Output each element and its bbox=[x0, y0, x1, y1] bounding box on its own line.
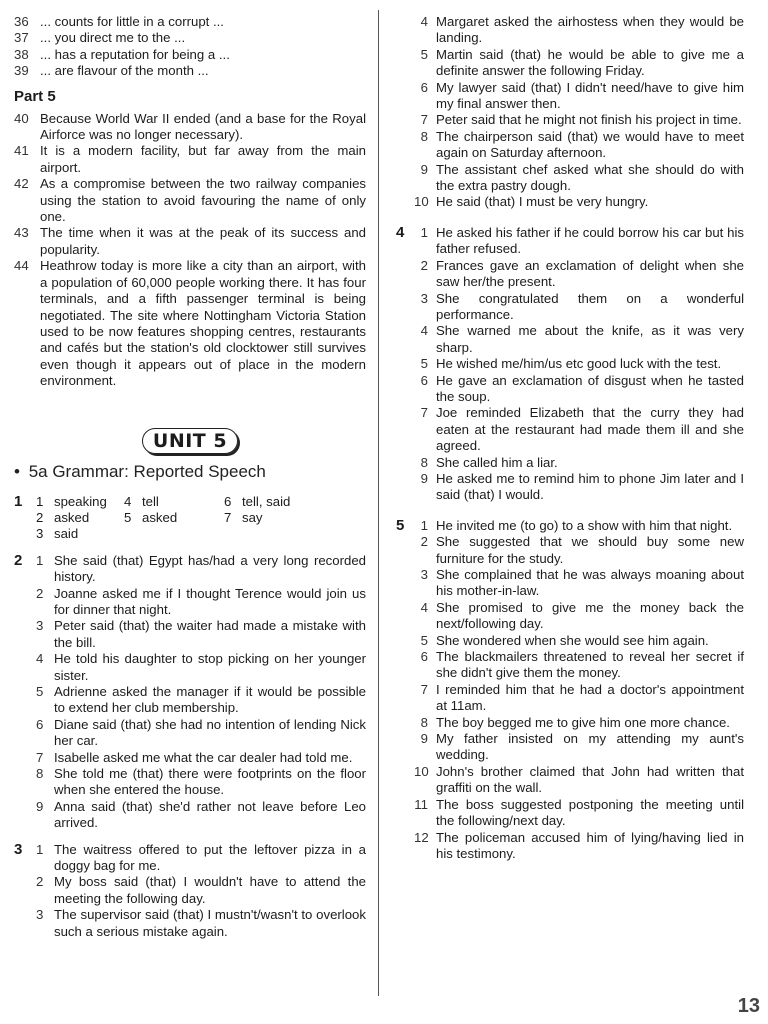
answer-number: 9 bbox=[420, 161, 428, 177]
answer-text: He told his daughter to stop picking on her younger sister. bbox=[54, 651, 366, 683]
unit-badge: UNIT 5 bbox=[142, 428, 238, 454]
answer-item bbox=[414, 291, 744, 324]
answer-number: 5 bbox=[36, 684, 44, 699]
answer-text: As a compromise between the two railway companies using the station to avoid favouring the name of only one. bbox=[40, 176, 366, 225]
column-divider bbox=[378, 10, 379, 996]
answer-item bbox=[14, 225, 366, 258]
answer-item bbox=[414, 225, 744, 258]
answer-item bbox=[414, 731, 744, 764]
answer-item bbox=[414, 373, 744, 406]
left-column bbox=[14, 14, 366, 948]
answer-item bbox=[36, 907, 366, 940]
answer-item bbox=[14, 30, 366, 46]
answer-number: 37 bbox=[14, 30, 29, 46]
answer-number: 7 bbox=[420, 112, 428, 128]
answer-number: 8 bbox=[420, 454, 428, 470]
answer-number bbox=[124, 526, 142, 542]
answer-text: He asked his father if he could borrow his car but his father refused. bbox=[436, 224, 744, 257]
part4-answers bbox=[14, 14, 366, 80]
exercise-number: 3 bbox=[14, 840, 23, 858]
answer-text: He invited me (to go) to a show with him that night. bbox=[436, 517, 733, 533]
answer-number: 6 bbox=[420, 372, 428, 388]
answer-number: 5 bbox=[420, 356, 428, 372]
section-title-text: 5a Grammar: Reported Speech bbox=[28, 461, 266, 481]
answer-text: My boss said (that) I wouldn't have to attend the meeting the following day. bbox=[54, 874, 366, 906]
answer-text: Joe reminded Elizabeth that the curry they had eaten at the restaurant had made them ill and she agreed. bbox=[436, 405, 744, 454]
answer-item bbox=[14, 63, 366, 79]
answer-item bbox=[414, 356, 744, 372]
answer-text: asked bbox=[54, 509, 90, 525]
answer-item bbox=[414, 682, 744, 715]
answer-number: 9 bbox=[420, 731, 428, 747]
exercise-1-answers bbox=[36, 494, 366, 543]
exercise-number: 2 bbox=[14, 551, 23, 569]
answer-text: The chairperson said (that) we would have to meet again on Saturday afternoon. bbox=[436, 128, 744, 161]
answer-item bbox=[36, 766, 366, 799]
answer-text: Heathrow today is more like a city than an airport, with a population of 60,000 people working there. It has four terminals, and a fifth passenger terminal is being negotiated. The site where Nottingham Victoria Station used to be now features shopping centres, restaurants and cafés but the station's old clocktower still survives even though it appears out of place in the modern environment. bbox=[40, 258, 366, 389]
answer-number: 11 bbox=[414, 796, 428, 812]
answer-text: The waitress offered to put the leftover pizza in a doggy bag for me. bbox=[54, 841, 366, 874]
unit-badge-wrap bbox=[14, 428, 366, 454]
answer-text: Margaret asked the airhostess when they would be landing. bbox=[436, 14, 744, 46]
answer-text: The supervisor said (that) I mustn't/wasn't to overlook such a serious mistake again. bbox=[54, 907, 366, 939]
answer-item bbox=[414, 258, 744, 291]
answer-text: Anna said (that) she'd rather not leave before Leo arrived. bbox=[54, 798, 366, 831]
exercise-number: 5 bbox=[396, 516, 405, 534]
answer-item bbox=[414, 633, 744, 649]
answer-item bbox=[414, 764, 744, 797]
answer-text: Martin said (that) he would be able to give me a definite answer the following Friday. bbox=[436, 46, 744, 79]
answer-text: It is a modern facility, but far away from the main airport. bbox=[40, 143, 366, 175]
exercise-4-answers bbox=[414, 225, 744, 504]
right-column bbox=[396, 14, 744, 870]
answer-number: 2 bbox=[36, 509, 44, 525]
answer-number: 1 bbox=[36, 552, 44, 568]
answer-item bbox=[14, 258, 366, 389]
answer-item bbox=[414, 112, 744, 128]
answer-number: 3 bbox=[420, 290, 428, 306]
exercise-5 bbox=[396, 518, 744, 863]
answer-number: 7 bbox=[224, 509, 232, 525]
answer-text: My lawyer said (that) I didn't need/have to give him my final answer then. bbox=[436, 79, 744, 112]
answer-number: 3 bbox=[420, 567, 428, 582]
exercise-5-answers bbox=[414, 518, 744, 863]
answer-text: He said (that) I must be very hungry. bbox=[436, 194, 649, 210]
answer-text: She told me (that) there were footprints on the floor when she entered the house. bbox=[54, 766, 366, 798]
answer-text: She called him a liar. bbox=[436, 454, 558, 470]
answer-text: speaking bbox=[54, 493, 107, 509]
answer-number: 10 bbox=[414, 763, 429, 779]
answer-item bbox=[414, 162, 744, 195]
bullet-icon: • bbox=[14, 461, 20, 481]
answer-number: 4 bbox=[124, 493, 132, 509]
answer-number: 8 bbox=[36, 766, 44, 782]
answer-text: ... you direct me to the ... bbox=[40, 30, 186, 46]
answer-text: said bbox=[54, 526, 79, 542]
answer-number: 2 bbox=[420, 534, 428, 550]
answer-text: Adrienne asked the manager if it would be possible to extend her club membership. bbox=[54, 684, 366, 716]
answer-item bbox=[414, 405, 744, 454]
answer-number: 6 bbox=[36, 716, 44, 732]
answer-item bbox=[414, 649, 744, 682]
exercise-number: 4 bbox=[396, 223, 405, 241]
exercise-3-answers-continued bbox=[414, 14, 744, 211]
exercise-3-answers bbox=[36, 842, 366, 940]
answer-number: 9 bbox=[420, 470, 428, 486]
answer-text: tell, said bbox=[242, 493, 291, 509]
exercise-4 bbox=[396, 225, 744, 504]
part5-heading: Part 5 bbox=[14, 87, 56, 105]
answer-text: Frances gave an exclamation of delight when she saw her/the present. bbox=[436, 257, 744, 290]
exercise-1 bbox=[14, 494, 366, 543]
answer-number: 1 bbox=[36, 841, 44, 857]
answer-number: 42 bbox=[14, 176, 29, 192]
answer-item bbox=[414, 600, 744, 633]
answer-text: She said (that) Egypt has/had a very long recorded history. bbox=[54, 552, 366, 585]
answer-number: 43 bbox=[14, 225, 29, 241]
answer-number: 39 bbox=[14, 63, 29, 79]
exercise-2-answers bbox=[36, 553, 366, 832]
answer-text: He asked me to remind him to phone Jim later and I said (that) I would. bbox=[436, 470, 744, 503]
answer-number: 7 bbox=[420, 405, 428, 421]
answer-item bbox=[36, 750, 366, 766]
answer-number: 40 bbox=[14, 110, 29, 126]
answer-text: She promised to give me the money back the next/following day. bbox=[436, 599, 744, 632]
answer-text: say bbox=[242, 509, 263, 525]
part5-answers bbox=[14, 111, 366, 390]
answer-number: 1 bbox=[420, 517, 428, 533]
answer-number: 8 bbox=[420, 714, 428, 730]
exercise-2 bbox=[14, 553, 366, 832]
answer-item bbox=[14, 14, 366, 30]
answer-number: 7 bbox=[420, 681, 428, 697]
answer-text: He gave an exclamation of disgust when he tasted the soup. bbox=[436, 372, 744, 404]
answer-number: 3 bbox=[36, 526, 44, 542]
answer-item bbox=[14, 111, 366, 144]
answer-number: 7 bbox=[36, 749, 44, 765]
answer-item bbox=[414, 715, 744, 731]
answer-item bbox=[414, 471, 744, 504]
answer-item bbox=[414, 455, 744, 471]
answer-item bbox=[414, 830, 744, 863]
answer-text: She suggested that we should buy some new furniture for the study. bbox=[436, 534, 744, 566]
answer-item bbox=[414, 534, 744, 567]
answer-number: 3 bbox=[36, 907, 44, 923]
answer-number: 4 bbox=[420, 599, 428, 615]
answer-text: ... counts for little in a corrupt ... bbox=[40, 14, 224, 29]
answer-number: 10 bbox=[414, 194, 429, 210]
answer-text: Because World War II ended (and a base for the Royal Airforce was no longer necessary). bbox=[40, 110, 366, 143]
answer-item bbox=[414, 129, 744, 162]
answer-item bbox=[14, 176, 366, 225]
exercise-number: 1 bbox=[14, 492, 23, 510]
answer-item bbox=[414, 518, 744, 534]
answer-text: John's brother claimed that John had written that graffiti on the wall. bbox=[436, 763, 744, 796]
answer-number: 6 bbox=[224, 493, 232, 509]
answer-item bbox=[414, 80, 744, 113]
answer-number: 1 bbox=[420, 224, 428, 240]
answer-number: 12 bbox=[414, 829, 429, 845]
answer-number: 6 bbox=[420, 649, 428, 665]
answer-text: ... are flavour of the month ... bbox=[40, 63, 209, 79]
answer-item bbox=[36, 799, 366, 832]
answer-text: The boss suggested postponing the meeting until the following/next day. bbox=[436, 796, 744, 829]
answer-item bbox=[14, 47, 366, 63]
answer-text: Isabelle asked me what the car dealer had told me. bbox=[54, 749, 353, 765]
answer-text: She warned me about the knife, as it was very sharp. bbox=[436, 323, 744, 355]
answer-number: 9 bbox=[36, 798, 44, 814]
answer-number: 36 bbox=[14, 14, 29, 29]
answer-number: 4 bbox=[420, 14, 428, 29]
answer-item bbox=[414, 14, 744, 47]
answer-item bbox=[36, 586, 366, 619]
answer-text: The boy begged me to give him one more chance. bbox=[436, 714, 730, 730]
answer-text: Diane said (that) she had no intention of lending Nick her car. bbox=[54, 716, 366, 749]
answer-text: The assistant chef asked what she should do with the extra pastry dough. bbox=[436, 161, 744, 194]
answer-item bbox=[414, 323, 744, 356]
answer-item bbox=[414, 797, 744, 830]
answer-text: She congratulated them on a wonderful performance. bbox=[436, 290, 744, 322]
answer-text: He wished me/him/us etc good luck with the test. bbox=[436, 356, 722, 372]
answer-text: The policeman accused him of lying/having lied in his testimony. bbox=[436, 829, 744, 861]
answer-number: 6 bbox=[420, 79, 428, 95]
answer-number: 41 bbox=[14, 143, 29, 159]
answer-number: 2 bbox=[36, 585, 44, 601]
answer-text: I reminded him that he had a doctor's appointment at 11am. bbox=[436, 681, 744, 714]
answer-text: She wondered when she would see him again. bbox=[436, 632, 709, 648]
answer-text: Peter said (that) the waiter had made a mistake with the bill. bbox=[54, 618, 366, 650]
answer-text: ... has a reputation for being a ... bbox=[40, 46, 230, 62]
answer-item bbox=[36, 553, 366, 586]
answer-text: asked bbox=[142, 509, 178, 525]
answer-number: 8 bbox=[420, 128, 428, 144]
answer-item bbox=[36, 618, 366, 651]
answer-number bbox=[224, 526, 242, 542]
answer-item bbox=[14, 143, 366, 176]
answer-text: The time when it was at the peak of its success and popularity. bbox=[40, 225, 366, 257]
answer-text: She complained that he was always moaning about his mother-in-law. bbox=[436, 567, 744, 599]
answer-number: 3 bbox=[36, 618, 44, 634]
answer-number: 5 bbox=[124, 509, 132, 525]
answer-number: 5 bbox=[420, 46, 428, 62]
answer-item bbox=[36, 717, 366, 750]
answer-text bbox=[142, 526, 224, 542]
answer-number: 2 bbox=[36, 874, 44, 890]
answer-item bbox=[414, 47, 744, 80]
answer-item bbox=[414, 194, 744, 210]
exercise-3 bbox=[14, 842, 366, 940]
section-title bbox=[14, 462, 366, 482]
answer-text bbox=[242, 526, 366, 542]
answer-number: 4 bbox=[36, 651, 44, 667]
answer-item bbox=[36, 651, 366, 684]
answer-item bbox=[36, 842, 366, 875]
answer-number: 2 bbox=[420, 257, 428, 273]
answer-number: 5 bbox=[420, 632, 428, 648]
answer-text: The blackmailers threatened to reveal her secret if she didn't give them the money. bbox=[436, 649, 744, 681]
answer-item bbox=[414, 567, 744, 600]
page-number: 13 bbox=[737, 995, 760, 1017]
answer-item bbox=[36, 874, 366, 907]
answer-text: Joanne asked me if I thought Terence would join us for dinner that night. bbox=[54, 585, 366, 617]
answer-number: 44 bbox=[14, 258, 29, 274]
answer-text: My father insisted on my attending my aunt's wedding. bbox=[436, 731, 744, 763]
answer-number: 1 bbox=[36, 493, 44, 509]
exercise-3-continued bbox=[396, 14, 744, 211]
answer-number: 4 bbox=[420, 323, 428, 339]
answer-number: 38 bbox=[14, 46, 29, 62]
answer-text: Peter said that he might not finish his project in time. bbox=[436, 112, 742, 128]
answer-text: tell bbox=[142, 493, 159, 509]
answer-item bbox=[36, 684, 366, 717]
